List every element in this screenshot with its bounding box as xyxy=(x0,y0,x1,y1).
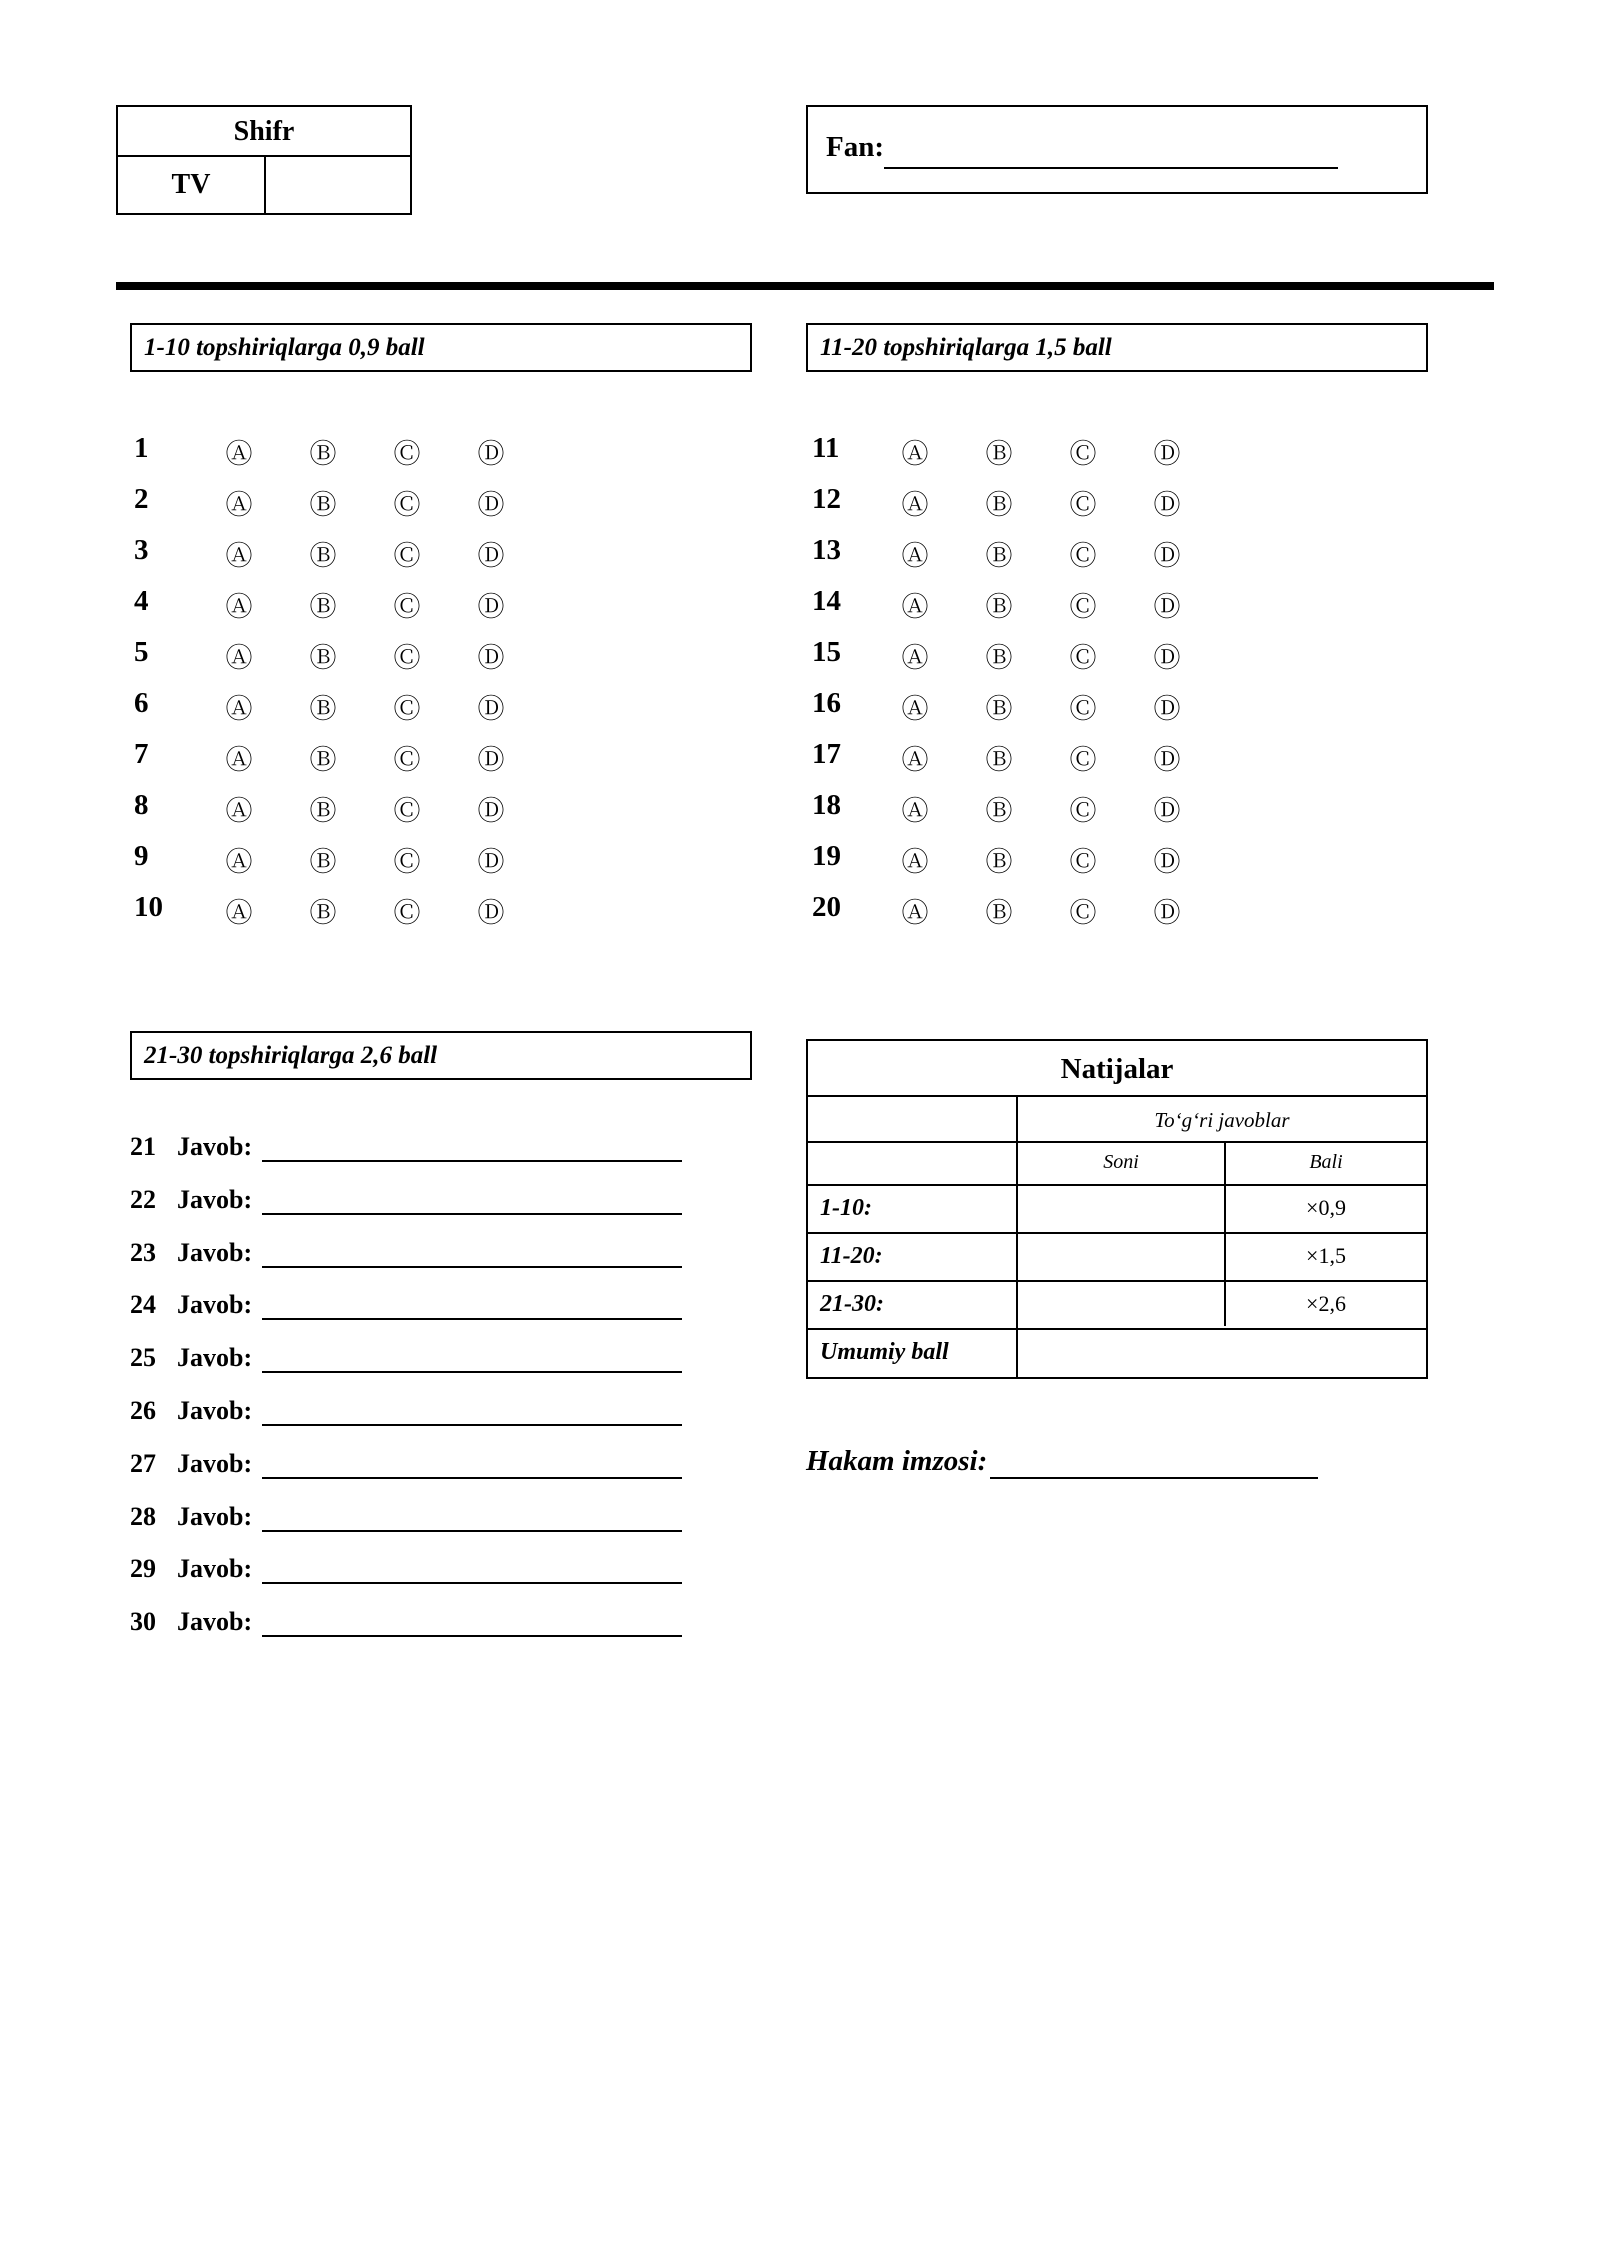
answer-bubble[interactable]: Ⓑ xyxy=(309,898,337,928)
tv-value-field[interactable] xyxy=(266,157,410,213)
answer-bubble[interactable]: Ⓑ xyxy=(985,898,1013,928)
total-label: Umumiy ball xyxy=(820,1339,949,1365)
answer-bubble[interactable]: Ⓑ xyxy=(985,745,1013,775)
answer-bubble[interactable]: Ⓑ xyxy=(985,847,1013,877)
answer-bubble[interactable]: Ⓓ xyxy=(1153,541,1181,571)
answer-bubble[interactable]: Ⓑ xyxy=(309,694,337,724)
soni-header: Soni xyxy=(1103,1151,1139,1173)
question-number: 12 xyxy=(812,483,841,515)
javob-label: Javob: xyxy=(177,1290,253,1320)
row-label: 11-20: xyxy=(820,1243,883,1269)
answer-bubble[interactable]: Ⓑ xyxy=(985,439,1013,469)
signature-label: Hakam imzosi: xyxy=(806,1445,988,1477)
section-1-header: 1-10 topshiriqlarga 0,9 ball xyxy=(130,323,752,372)
answer-bubble[interactable]: Ⓓ xyxy=(1153,490,1181,520)
question-number: 11 xyxy=(812,432,840,464)
answer-bubble[interactable]: Ⓑ xyxy=(985,541,1013,571)
results-title: Natijalar xyxy=(808,1041,1426,1097)
answer-field[interactable] xyxy=(262,1371,682,1373)
open-question-number: 29 xyxy=(130,1554,156,1584)
question-number: 15 xyxy=(812,636,841,668)
answer-bubble[interactable]: Ⓑ xyxy=(985,796,1013,826)
soni-cell[interactable] xyxy=(1018,1184,1224,1232)
answer-bubble[interactable]: Ⓑ xyxy=(309,439,337,469)
answer-bubble[interactable]: Ⓐ xyxy=(225,541,253,571)
answer-bubble[interactable]: Ⓑ xyxy=(985,643,1013,673)
answer-bubble[interactable]: Ⓓ xyxy=(1153,439,1181,469)
answer-bubble[interactable]: Ⓒ xyxy=(393,898,421,928)
question-number: 9 xyxy=(134,840,149,872)
answer-field[interactable] xyxy=(262,1582,682,1584)
row-label: 1-10: xyxy=(820,1195,872,1221)
multiplier: ×2,6 xyxy=(1306,1291,1346,1316)
divider-rule xyxy=(116,282,1494,290)
answer-bubble[interactable]: Ⓓ xyxy=(477,898,505,928)
answer-bubble[interactable]: Ⓓ xyxy=(477,643,505,673)
javob-label: Javob: xyxy=(177,1448,253,1478)
answer-bubble[interactable]: Ⓐ xyxy=(225,490,253,520)
question-number: 10 xyxy=(134,891,163,923)
answer-bubble[interactable]: Ⓐ xyxy=(225,745,253,775)
answer-bubble[interactable]: Ⓐ xyxy=(225,796,253,826)
answer-bubble[interactable]: Ⓓ xyxy=(477,592,505,622)
answer-bubble[interactable]: Ⓑ xyxy=(985,592,1013,622)
answer-bubble[interactable]: Ⓓ xyxy=(477,694,505,724)
answer-field[interactable] xyxy=(262,1213,682,1215)
answer-bubble[interactable]: Ⓓ xyxy=(1153,694,1181,724)
question-number: 2 xyxy=(134,483,149,515)
answer-bubble[interactable]: Ⓒ xyxy=(1069,898,1097,928)
answer-bubble[interactable]: Ⓐ xyxy=(901,898,929,928)
javob-label: Javob: xyxy=(177,1501,253,1531)
answer-field[interactable] xyxy=(262,1477,682,1479)
correct-answers-header: To‘g‘ri javoblar xyxy=(1154,1108,1290,1132)
javob-label: Javob: xyxy=(177,1396,253,1425)
answer-bubble[interactable]: Ⓐ xyxy=(225,439,253,469)
answer-bubble[interactable]: Ⓑ xyxy=(309,847,337,877)
answer-bubble[interactable]: Ⓑ xyxy=(309,796,337,826)
answer-bubble[interactable]: Ⓒ xyxy=(1069,490,1097,520)
section-2-header: 11-20 topshiriqlarga 1,5 ball xyxy=(806,323,1428,372)
answer-bubble[interactable]: Ⓐ xyxy=(901,541,929,571)
answer-bubble[interactable]: Ⓒ xyxy=(393,694,421,724)
answer-bubble[interactable]: Ⓑ xyxy=(309,490,337,520)
answer-bubble[interactable]: Ⓒ xyxy=(1069,541,1097,571)
question-number: 19 xyxy=(812,840,841,872)
question-number: 6 xyxy=(134,687,149,719)
question-number: 7 xyxy=(134,738,149,770)
answer-bubble[interactable]: Ⓑ xyxy=(985,490,1013,520)
question-number: 18 xyxy=(812,789,841,821)
section-3-header: 21-30 topshiriqlarga 2,6 ball xyxy=(130,1031,752,1080)
answer-bubble[interactable]: Ⓑ xyxy=(309,541,337,571)
question-number: 1 xyxy=(134,432,149,464)
answer-bubble[interactable]: Ⓒ xyxy=(1069,643,1097,673)
answer-bubble[interactable]: Ⓒ xyxy=(1069,694,1097,724)
answer-field[interactable] xyxy=(262,1530,682,1532)
answer-bubble[interactable]: Ⓐ xyxy=(901,490,929,520)
answer-bubble[interactable]: Ⓐ xyxy=(225,898,253,928)
answer-bubble[interactable]: Ⓓ xyxy=(477,745,505,775)
results-table xyxy=(806,1039,1428,1379)
question-number: 14 xyxy=(812,585,841,617)
javob-label: Javob: xyxy=(177,1554,253,1584)
answer-bubble[interactable]: Ⓐ xyxy=(225,694,253,724)
soni-cell[interactable] xyxy=(1018,1232,1224,1280)
answer-bubble[interactable]: Ⓒ xyxy=(1069,439,1097,469)
answer-bubble[interactable]: Ⓑ xyxy=(309,745,337,775)
shifr-box xyxy=(116,105,412,215)
answer-bubble[interactable]: Ⓒ xyxy=(393,541,421,571)
javob-label: Javob: xyxy=(177,1237,253,1267)
answer-field[interactable] xyxy=(262,1318,682,1320)
answer-field[interactable] xyxy=(262,1424,682,1426)
signature-field[interactable] xyxy=(990,1477,1318,1479)
multiplier: ×0,9 xyxy=(1306,1195,1346,1220)
answer-bubble[interactable]: Ⓓ xyxy=(477,796,505,826)
fan-field[interactable] xyxy=(884,167,1338,169)
answer-bubble[interactable]: Ⓓ xyxy=(1153,898,1181,928)
answer-field[interactable] xyxy=(262,1266,682,1268)
answer-bubble[interactable]: Ⓓ xyxy=(1153,796,1181,826)
answer-bubble[interactable]: Ⓐ xyxy=(901,439,929,469)
javob-label: Javob: xyxy=(177,1343,253,1373)
answer-bubble[interactable]: Ⓐ xyxy=(225,847,253,877)
answer-bubble[interactable]: Ⓒ xyxy=(1069,847,1097,877)
answer-bubble[interactable]: Ⓒ xyxy=(1069,745,1097,775)
bali-header: Bali xyxy=(1309,1151,1343,1173)
answer-bubble[interactable]: Ⓓ xyxy=(477,439,505,469)
multiplier: ×1,5 xyxy=(1306,1243,1346,1268)
open-question-number: 30 xyxy=(130,1607,156,1637)
answer-bubble[interactable]: Ⓐ xyxy=(901,592,929,622)
javob-label: Javob: xyxy=(177,1132,253,1161)
answer-bubble[interactable]: Ⓓ xyxy=(1153,745,1181,775)
answer-bubble[interactable]: Ⓓ xyxy=(477,541,505,571)
answer-bubble[interactable]: Ⓒ xyxy=(393,439,421,469)
answer-bubble[interactable]: Ⓓ xyxy=(1153,847,1181,877)
answer-bubble[interactable]: Ⓒ xyxy=(1069,592,1097,622)
answer-bubble[interactable]: Ⓓ xyxy=(477,490,505,520)
answer-bubble[interactable]: Ⓓ xyxy=(1153,592,1181,622)
tv-label: TV xyxy=(118,157,266,213)
total-cell[interactable] xyxy=(1018,1328,1426,1377)
answer-bubble[interactable]: Ⓑ xyxy=(309,643,337,673)
javob-label: Javob: xyxy=(177,1607,253,1637)
question-number: 13 xyxy=(812,534,841,566)
answer-bubble[interactable]: Ⓒ xyxy=(393,796,421,826)
answer-bubble[interactable]: Ⓐ xyxy=(901,745,929,775)
answer-bubble[interactable]: Ⓐ xyxy=(901,694,929,724)
answer-bubble[interactable]: Ⓓ xyxy=(1153,643,1181,673)
question-number: 3 xyxy=(134,534,149,566)
question-number: 5 xyxy=(134,636,149,668)
answer-bubble[interactable]: Ⓓ xyxy=(477,847,505,877)
fan-label: Fan: xyxy=(826,131,884,163)
answer-bubble[interactable]: Ⓑ xyxy=(985,694,1013,724)
open-question-number: 24 xyxy=(130,1290,156,1320)
open-question-number: 27 xyxy=(130,1448,156,1478)
fan-box xyxy=(806,105,1428,194)
answer-bubble[interactable]: Ⓒ xyxy=(393,745,421,775)
answer-bubble[interactable]: Ⓒ xyxy=(393,847,421,877)
answer-bubble[interactable]: Ⓒ xyxy=(393,643,421,673)
question-number: 8 xyxy=(134,789,149,821)
question-number: 17 xyxy=(812,738,841,770)
answer-bubble[interactable]: Ⓐ xyxy=(901,847,929,877)
question-number: 20 xyxy=(812,891,841,923)
shifr-title: Shifr xyxy=(118,107,410,157)
open-question-number: 21 xyxy=(130,1132,156,1161)
answer-bubble[interactable]: Ⓒ xyxy=(1069,796,1097,826)
question-number: 16 xyxy=(812,687,841,719)
answer-bubble[interactable]: Ⓐ xyxy=(225,592,253,622)
answer-bubble[interactable]: Ⓐ xyxy=(901,796,929,826)
soni-cell[interactable] xyxy=(1018,1280,1224,1328)
answer-field[interactable] xyxy=(262,1160,682,1162)
open-question-number: 22 xyxy=(130,1184,156,1214)
javob-label: Javob: xyxy=(177,1184,253,1214)
open-question-number: 23 xyxy=(130,1237,156,1267)
row-label: 21-30: xyxy=(820,1291,884,1317)
answer-bubble[interactable]: Ⓒ xyxy=(393,592,421,622)
answer-field[interactable] xyxy=(262,1635,682,1637)
answer-bubble[interactable]: Ⓐ xyxy=(225,643,253,673)
answer-bubble[interactable]: Ⓐ xyxy=(901,643,929,673)
open-question-number: 28 xyxy=(130,1501,156,1531)
open-question-number: 25 xyxy=(130,1343,156,1373)
answer-bubble[interactable]: Ⓑ xyxy=(309,592,337,622)
question-number: 4 xyxy=(134,585,149,617)
answer-bubble[interactable]: Ⓒ xyxy=(393,490,421,520)
open-question-number: 26 xyxy=(130,1396,156,1425)
